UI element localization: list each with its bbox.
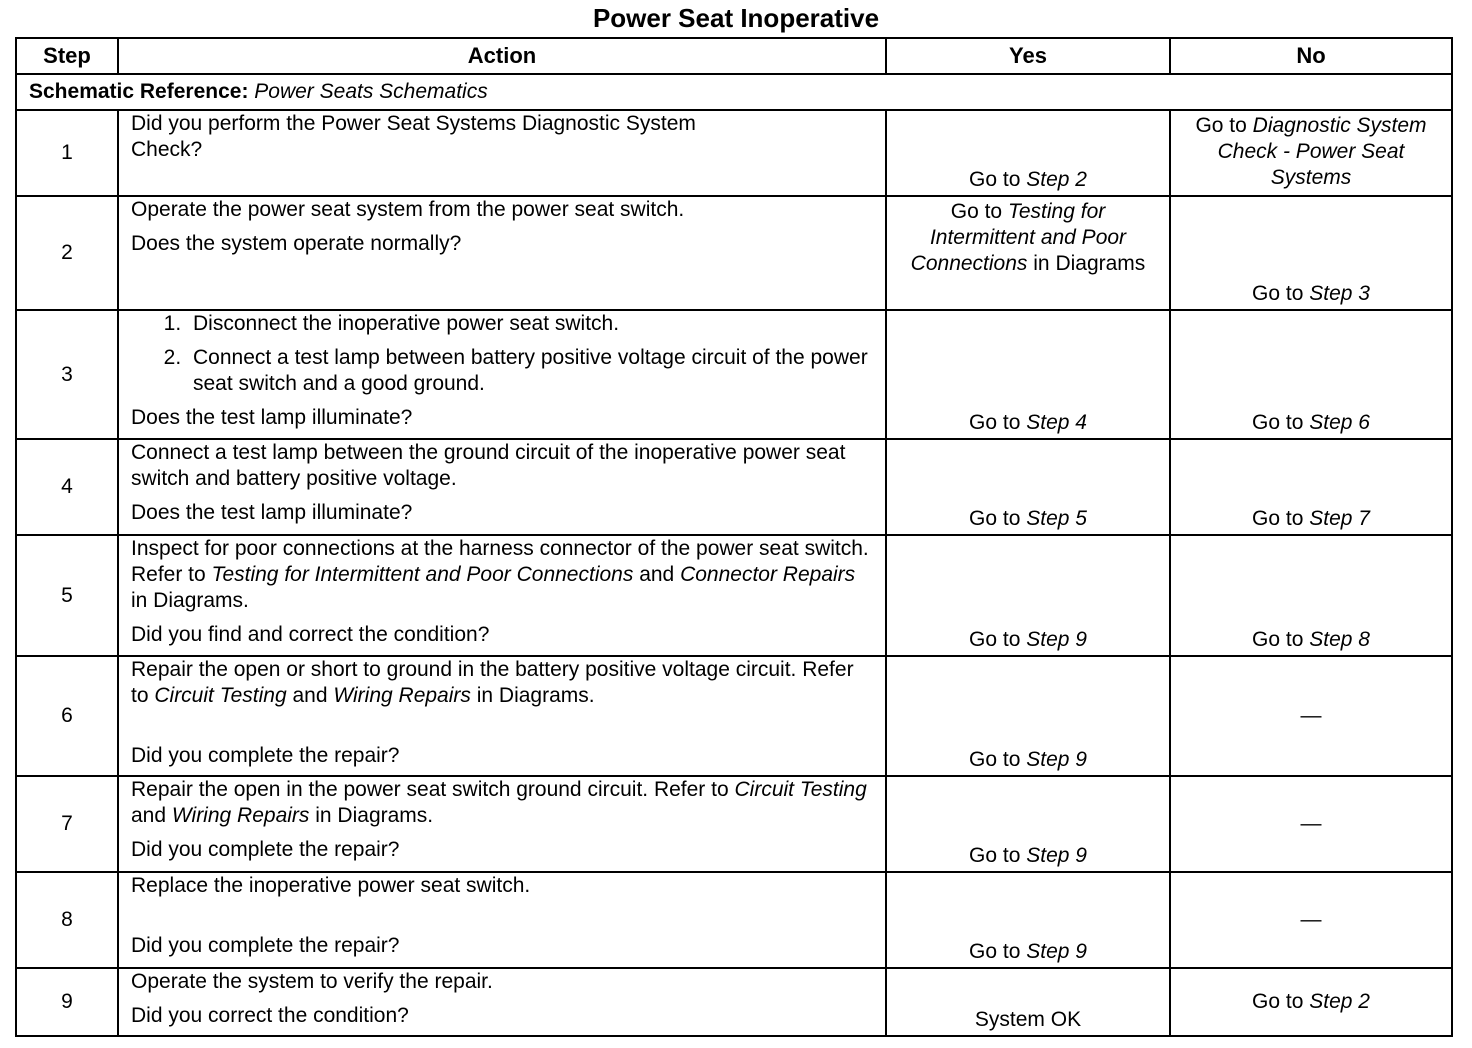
table-row <box>16 439 1452 535</box>
question-text: Did you find and correct the condition? <box>131 623 490 646</box>
table-row <box>16 535 1452 656</box>
no-cell: — <box>1170 656 1452 776</box>
table-row <box>16 968 1452 1036</box>
reference-link[interactable]: Wiring Repairs <box>171 804 310 827</box>
no-prefix: Go to <box>1252 282 1304 305</box>
yes-link[interactable]: Step 9 <box>1026 628 1087 651</box>
yes-prefix: Go to <box>969 844 1021 867</box>
action-text: Connect a test lamp between the ground circuit of the inoperative power seat switch and battery positive voltage. <box>131 441 846 490</box>
table-row <box>16 776 1452 872</box>
action-post: in Diagrams. <box>131 589 249 612</box>
action-text <box>131 536 873 614</box>
action-and: and <box>639 563 675 586</box>
table-row <box>16 196 1452 310</box>
no-prefix: Go to <box>1252 507 1304 530</box>
yes-cell: System OK <box>886 968 1170 1036</box>
action-pre: Repair the open in the power seat switch ground circuit. Refer to <box>131 778 729 801</box>
schematic-reference <box>16 74 1452 110</box>
action-text <box>131 657 873 709</box>
question-text: Did you complete the repair? <box>131 744 400 767</box>
header-action: Action <box>118 38 886 74</box>
yes-link[interactable]: Step 9 <box>1026 748 1087 771</box>
no-cell <box>1170 310 1452 439</box>
yes-prefix: Go to <box>969 168 1021 191</box>
header-yes: Yes <box>886 38 1170 74</box>
yes-cell <box>886 656 1170 776</box>
no-link[interactable]: Step 7 <box>1309 507 1370 530</box>
procedure-list <box>131 311 873 397</box>
yes-prefix: Go to <box>969 628 1021 651</box>
header-row <box>16 38 1452 74</box>
yes-link[interactable]: Step 4 <box>1026 411 1087 434</box>
question-text: Does the system operate normally? <box>131 232 462 255</box>
no-prefix: Go to <box>1252 628 1304 651</box>
step-number: 1 <box>16 110 118 196</box>
question-text: Does the test lamp illuminate? <box>131 501 413 524</box>
list-item: 1. Disconnect the inoperative power seat switch. <box>187 311 873 337</box>
no-prefix: Go to <box>1252 990 1304 1013</box>
step-number: 2 <box>16 196 118 310</box>
question-text: Did you correct the condition? <box>131 1004 409 1027</box>
no-cell <box>1170 110 1452 196</box>
yes-suffix: in Diagrams <box>1033 252 1146 275</box>
yes-cell <box>886 310 1170 439</box>
yes-cell <box>886 196 1170 310</box>
question-text: Does the test lamp illuminate? <box>131 406 413 429</box>
action-cell <box>118 535 886 656</box>
action-cell <box>118 872 886 968</box>
yes-prefix: Go to <box>969 411 1021 434</box>
yes-cell <box>886 776 1170 872</box>
reference-link[interactable]: Testing for Intermittent and Poor Connections <box>211 563 634 586</box>
yes-link[interactable]: Step 9 <box>1026 940 1087 963</box>
no-prefix: Go to <box>1195 114 1247 137</box>
step-number: 7 <box>16 776 118 872</box>
action-text: Replace the inoperative power seat switch. <box>131 874 531 897</box>
step-number: 5 <box>16 535 118 656</box>
no-cell <box>1170 196 1452 310</box>
table-row <box>16 110 1452 196</box>
table-row <box>16 310 1452 439</box>
no-cell <box>1170 535 1452 656</box>
action-cell <box>118 968 886 1036</box>
action-text: Operate the system to verify the repair. <box>131 970 493 993</box>
action-and: and <box>292 684 328 707</box>
reference-link[interactable]: Wiring Repairs <box>333 684 471 707</box>
yes-link[interactable]: Step 9 <box>1026 844 1087 867</box>
list-item: 2. Connect a test lamp between battery positive voltage circuit of the power seat switch and a good ground. <box>187 345 873 397</box>
table-row <box>16 872 1452 968</box>
action-post: in Diagrams. <box>315 804 434 827</box>
no-cell <box>1170 968 1452 1036</box>
schematic-link[interactable]: Power Seats Schematics <box>254 80 488 103</box>
action-text <box>131 777 873 829</box>
action-pre: Repair the open or short to ground in the battery positive voltage circuit. Refer to <box>131 658 854 707</box>
table-row <box>16 656 1452 776</box>
yes-cell <box>886 535 1170 656</box>
action-cell <box>118 196 886 310</box>
step-number: 6 <box>16 656 118 776</box>
header-step: Step <box>16 38 118 74</box>
step-number: 9 <box>16 968 118 1036</box>
action-text: Operate the power seat system from the power seat switch. <box>131 198 685 221</box>
yes-link[interactable]: Testing for Intermittent and Poor Connections <box>910 200 1127 275</box>
no-prefix: Go to <box>1252 411 1304 434</box>
schematic-row <box>16 74 1452 110</box>
reference-link[interactable]: Connector Repairs <box>680 563 856 586</box>
yes-prefix: Go to <box>950 200 1003 223</box>
action-cell <box>118 439 886 535</box>
no-link[interactable]: Step 8 <box>1309 628 1370 651</box>
action-post: in Diagrams. <box>476 684 595 707</box>
action-pre: Inspect for poor connections at the harness connector of the power seat switch. Refer to <box>131 537 869 586</box>
no-cell: — <box>1170 872 1452 968</box>
action-and: and <box>131 804 167 827</box>
question-text: Did you complete the repair? <box>131 934 400 957</box>
no-cell: — <box>1170 776 1452 872</box>
step-number: 4 <box>16 439 118 535</box>
step-number: 8 <box>16 872 118 968</box>
action-cell <box>118 776 886 872</box>
question-text: Did you complete the repair? <box>131 838 400 861</box>
yes-cell <box>886 110 1170 196</box>
action-cell <box>118 310 886 439</box>
reference-link[interactable]: Circuit Testing <box>154 684 287 707</box>
no-link[interactable]: Step 6 <box>1309 411 1370 434</box>
no-link[interactable]: Diagnostic System Check - Power Seat Systems <box>1217 114 1427 189</box>
no-link[interactable]: Step 2 <box>1309 990 1370 1013</box>
action-text: Did you perform the Power Seat Systems Diagnostic System Check? <box>131 112 696 161</box>
no-link[interactable]: Step 3 <box>1309 282 1370 305</box>
step-number: 3 <box>16 310 118 439</box>
schematic-label: Schematic Reference: <box>29 80 249 103</box>
yes-prefix: Go to <box>969 748 1021 771</box>
action-cell <box>118 656 886 776</box>
yes-cell <box>886 439 1170 535</box>
reference-link[interactable]: Circuit Testing <box>734 778 867 801</box>
diagnostic-table <box>15 37 1453 1037</box>
page-title: Power Seat Inoperative <box>592 3 880 33</box>
yes-cell <box>886 872 1170 968</box>
yes-link[interactable]: Step 5 <box>1026 507 1087 530</box>
action-cell <box>118 110 886 196</box>
no-cell <box>1170 439 1452 535</box>
yes-link[interactable]: Step 2 <box>1026 168 1087 191</box>
yes-prefix: Go to <box>969 940 1021 963</box>
header-no: No <box>1170 38 1452 74</box>
yes-prefix: Go to <box>969 507 1021 530</box>
